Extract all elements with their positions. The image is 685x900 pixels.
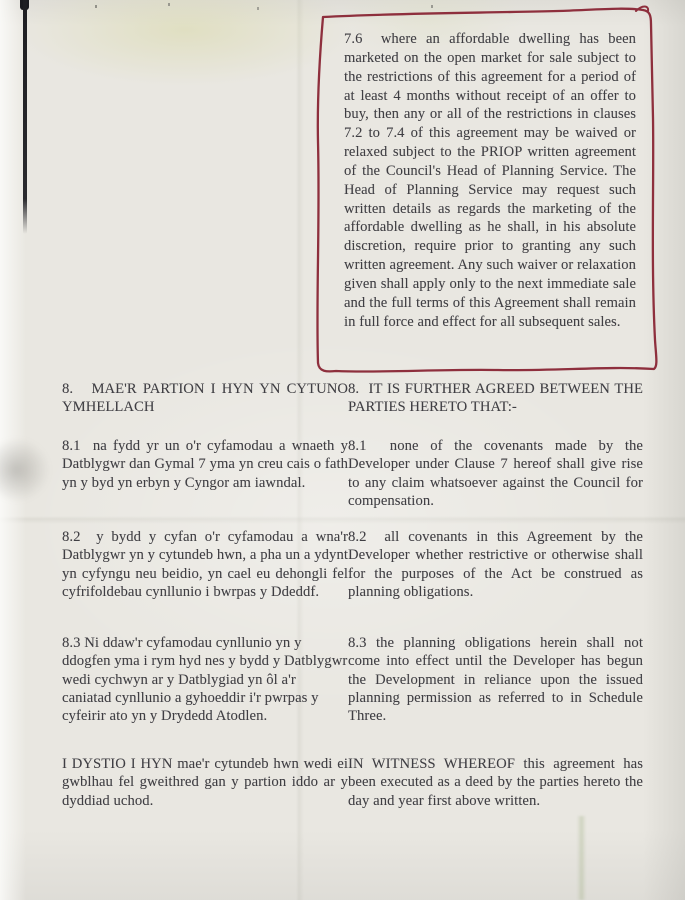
section-8-heading-english: 8. IT IS FURTHER AGREED BETWEEN THE PARTIES HERETO THAT:-	[348, 381, 643, 416]
scan-edge-line	[23, 0, 27, 234]
red-box-corner-curl	[636, 7, 648, 12]
clause-8-2-english: 8.2 all covenants in this Agreement by the Developer whether restrictive or otherwise shall for the purposes of the Act be construed as planning obligations.	[348, 529, 643, 600]
section-8-heading-welsh: 8. MAE'R PARTION I HYN YN CYTUNO YMHELLACH	[62, 381, 348, 416]
clause-8-1-english: 8.1 none of the covenants made by the Developer under Clause 7 hereof shall give rise to any claim whatsoever against the Council for compensation.	[348, 438, 643, 509]
witness-clause-welsh: I DYSTIO I HYN mae'r cytundeb hwn wedi ei gwblhau fel gweithred gan y partion iddo ar y dyddiad uchod.	[62, 756, 348, 809]
clause-7-6-text: 7.6 where an affordable dwelling has been marketed on the open market for sale subject to the restrictions of this agreement for a period of at least 4 months without receipt of an offer to buy, then any or all of the restrictions in clauses 7.2 to 7.4 of this agreement may be waived or relaxed subject to the PRIOP written agreement of the Council's Head of Planning Service. The Head of Planning Service may request such written details as regards the marketing of the affordable dwelling as he shall, in his absolute discretion, require prior to granting any such written agreement. Any such waiver or relaxation given shall apply only to the next immediate sale and the full terms of this Agreement shall remain in full force and effect for all subsequent sales.	[344, 31, 636, 330]
paper-crease	[577, 816, 586, 900]
witness-clause-english: IN WITNESS WHEREOF this agreement has been executed as a deed by the parties hereto the day and year first above written.	[348, 756, 643, 809]
clause-8-3-welsh: 8.3 Ni ddaw'r cyfamodau cynllunio yn y ddogfen yma i rym hyd nes y bydd y Datblygwr wedi cychwyn ar y Datblygiad yn ôl a'r caniatad cynllunio a gyhoeddir i'r pwrpas y cyfeirir ato yn y Drydedd Atodlen.	[62, 635, 348, 725]
clause-8-3-english: 8.3 the planning obligations herein shall not come into effect until the Developer has begun the Development in reliance upon the issued planning permission as referred to in Schedule Three.	[348, 635, 643, 725]
clause-8-2-welsh: 8.2 y bydd y cyfan o'r cyfamodau a wna'r Datblygwr yn y cytundeb hwn, a pha un a ydynt yn cyfyngu neu beidio, yn cael eu dehongli fel cyfrifoldebau cynllunio i bwrpas y Ddeddf.	[62, 529, 348, 600]
clause-8-1-welsh: 8.1 na fydd yr un o'r cyfamodau a wnaeth y Datblygwr dan Gymal 7 yma yn creu cais o fath yn y byd yn erbyn y Cyngor am iawndal.	[62, 438, 348, 491]
pin-hole-specks	[95, 5, 97, 8]
paper-smudge	[0, 438, 50, 502]
